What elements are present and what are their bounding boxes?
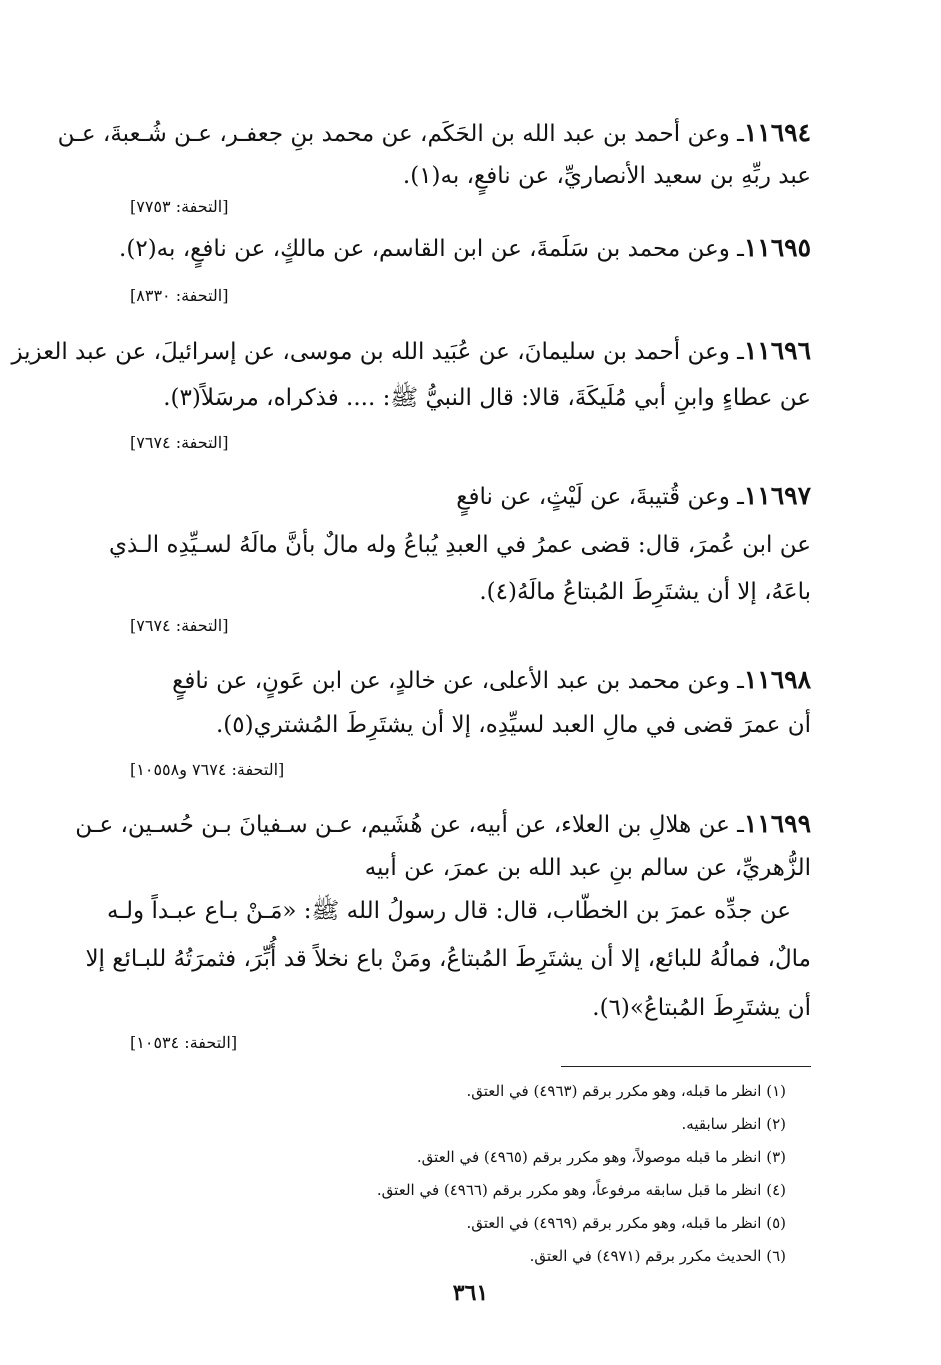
hadith-text: ـ وعن أحمد بن سليمانَ، عن عُبَيد الله بن موسى، عن إسرائيلَ، عن عبد العزيز <box>11 339 744 365</box>
tuhfa-reference: [التحفة: ٧٦٧٤] <box>130 616 229 635</box>
hadith-text: ـ وعن محمد بن سَلَمةَ، عن ابن القاسم، عن مالكٍ، عن نافعٍ، به(٢). <box>119 236 744 262</box>
tuhfa-reference: [التحفة: ١٠٥٣٤] <box>130 1033 238 1052</box>
footnote-separator <box>561 1066 811 1067</box>
footnote-4: (٤) انظر ما قبل سابقه مرفوعاً، وهو مكرر برقم (٤٩٦٦) في العتق. <box>376 1181 786 1199</box>
footnote-5: (٥) انظر ما قبله، وهو مكرر برقم (٤٩٦٩) في العتق. <box>466 1214 786 1232</box>
tuhfa-reference: [التحفة: ٧٧٥٣] <box>130 197 229 216</box>
hadith-text: ـ وعن قُتيبةَ، عن لَيْثٍ، عن نافعٍ <box>456 484 744 510</box>
hadith-11694-line-1 <box>57 115 811 152</box>
hadith-11695-line-1 <box>119 230 811 267</box>
hadith-11698-line-2: أن عمرَ قضى في مالِ العبد لسيِّدِه، إلا أن يشتَرِطَ المُشتري(٥). <box>215 712 811 738</box>
hadith-11698-line-1 <box>130 662 811 699</box>
hadith-text: ـ وعن أحمد بن عبد الله بن الحَكَم، عن محمد بنِ جعفـر، عـن شُـعبةَ، عـن <box>57 121 744 147</box>
footnote-3: (٣) انظر ما قبله موصولاً، وهو مكرر برقم (٤٩٦٥) في العتق. <box>416 1148 786 1166</box>
hadith-11699-line-2: الزُّهريِّ، عن سالم بنِ عبد الله بن عمرَ، عن أبيه <box>364 855 811 881</box>
hadith-11696-line-1 <box>11 333 811 370</box>
hadith-number: ١١٦٩٨ <box>743 665 811 694</box>
hadith-number: ١١٦٩٦ <box>743 336 811 365</box>
hadith-11699-line-4: مالٌ، فمالُهُ للبائع، إلا أن يشتَرِطَ المُبتاعُ، ومَنْ باع نخلاً قد أُبِّرَ، فثمرَتُهُ للبـائع إلا <box>85 946 811 972</box>
hadith-11699-line-5: أن يشتَرِطَ المُبتاعُ»(٦). <box>592 995 811 1021</box>
hadith-11699-line-1 <box>75 806 811 843</box>
footnote-1: (١) انظر ما قبله، وهو مكرر برقم (٤٩٦٣) في العتق. <box>466 1082 786 1100</box>
hadith-11696-line-2: عن عطاءٍ وابنِ أبي مُلَيكَةَ، قالا: قال النبيُّ ﷺ: .... فذكراه، مرسَلاً(٣). <box>163 385 811 411</box>
hadith-11697-line-2: عن ابن عُمرَ، قال: قضى عمرُ في العبدِ يُباعُ وله مالٌ بأنَّ مالَهُ لسـيِّدِه الـذي <box>108 532 811 558</box>
tuhfa-reference: [التحفة: ٧٦٧٤] <box>130 433 229 452</box>
hadith-number: ١١٦٩٩ <box>743 809 811 838</box>
hadith-11699-line-3: عن جدِّه عمرَ بن الخطّاب، قال: قال رسولُ الله ﷺ: «مَـنْ بـاع عبـداً ولـه <box>106 898 791 924</box>
page-number: ٣٦١ <box>452 1280 489 1306</box>
footnote-2: (٢) انظر سابقيه. <box>681 1115 786 1133</box>
hadith-11694-line-2: عبد ربِّهِ بن سعيد الأنصاريِّ، عن نافعٍ، به(١). <box>402 163 811 189</box>
hadith-number: ١١٦٩٥ <box>743 233 811 262</box>
footnote-6: (٦) الحديث مكرر برقم (٤٩٧١) في العتق. <box>529 1247 786 1265</box>
hadith-text: ـ وعن محمد بن عبد الأعلى، عن خالدٍ، عن ابن عَونٍ، عن نافعٍ <box>172 668 744 694</box>
tuhfa-reference: [التحفة: ٨٣٣٠] <box>130 286 229 305</box>
hadith-number: ١١٦٩٤ <box>743 118 811 147</box>
hadith-text: ـ عن هلالِ بن العلاء، عن أبيه، عن هُشَيم، عـن سـفيانَ بـن حُسـين، عـن <box>75 812 744 838</box>
hadith-11697-line-3: باعَهُ، إلا أن يشتَرِطَ المُبتاعُ مالَهُ(٤). <box>479 579 811 605</box>
hadith-number: ١١٦٩٧ <box>743 481 811 510</box>
tuhfa-reference: [التحفة: ٧٦٧٤ و١٠٥٥٨] <box>130 760 285 779</box>
hadith-11697-line-1 <box>130 478 811 515</box>
